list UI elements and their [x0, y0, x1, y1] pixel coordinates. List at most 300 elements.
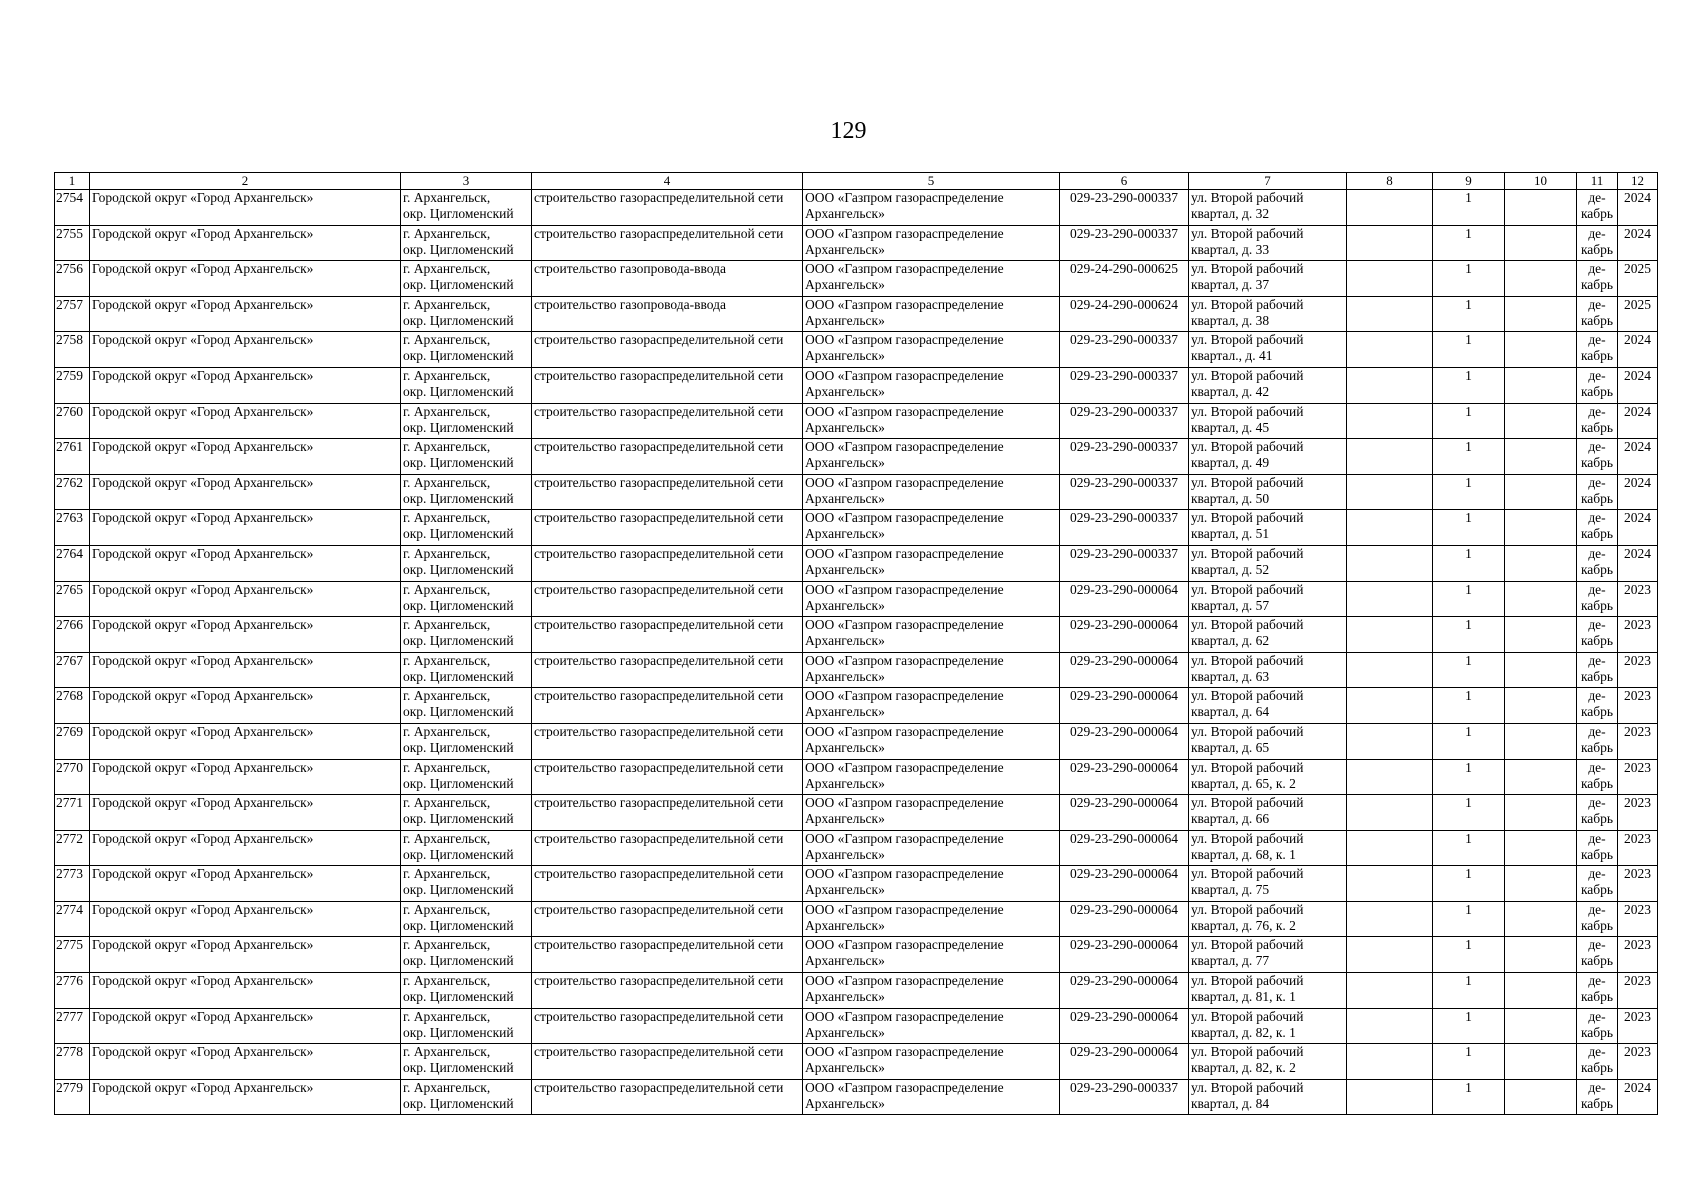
- cell-address-text: квартал, д. 76, к. 2: [1191, 917, 1296, 933]
- cell-organization: [803, 652, 1060, 688]
- cell-organization-text: ООО «Газпром газораспределение: [805, 581, 1004, 597]
- cell-code-text: 029-23-290-000064: [1070, 830, 1178, 846]
- cell-work-type: [532, 723, 803, 759]
- cell-code: [1060, 225, 1189, 261]
- cell-code-text: 029-23-290-000337: [1070, 332, 1178, 348]
- cell-organization-text: Архангельск»: [805, 1095, 885, 1111]
- cell-address: [1189, 723, 1347, 759]
- cell-organization: [803, 190, 1060, 226]
- cell-organization-text: ООО «Газпром газораспределение: [805, 973, 1004, 989]
- cell-address-text: ул. Второй рабочий: [1191, 581, 1304, 597]
- cell-month-text: кабрь: [1580, 917, 1614, 933]
- cell-month: [1577, 1079, 1618, 1115]
- cell-address-text: ул. Второй рабочий: [1191, 367, 1304, 383]
- cell-number: [55, 403, 90, 439]
- cell-year-text: 2023: [1624, 1044, 1651, 1060]
- cell-municipality: [90, 1044, 401, 1080]
- cell-year: [1618, 937, 1658, 973]
- table-row: [55, 474, 1658, 510]
- cell-municipality-text: Городской округ «Город Архангельск»: [92, 937, 314, 953]
- cell-organization-text: Архангельск»: [805, 739, 885, 755]
- cell-location-text: окр. Цигломенский: [403, 526, 514, 542]
- cell-year-text: 2024: [1624, 510, 1651, 526]
- cell-month-text: де-: [1588, 688, 1606, 704]
- cell-col10: [1505, 973, 1577, 1009]
- cell-number-text: 2760: [56, 403, 83, 419]
- column-header-7: 7: [1189, 173, 1347, 190]
- page-number: 129: [830, 118, 867, 144]
- cell-year: [1618, 510, 1658, 546]
- table-row: [55, 795, 1658, 831]
- cell-address-text: ул. Второй рабочий: [1191, 1044, 1304, 1060]
- cell-col8: [1347, 581, 1433, 617]
- cell-year-text: 2024: [1624, 403, 1651, 419]
- column-header-11: 11: [1577, 173, 1618, 190]
- cell-address: [1189, 830, 1347, 866]
- table-row: [55, 1008, 1658, 1044]
- cell-col8: [1347, 510, 1433, 546]
- cell-work-type: [532, 581, 803, 617]
- cell-number-text: 2772: [56, 830, 83, 846]
- cell-organization-text: ООО «Газпром газораспределение: [805, 225, 1004, 241]
- cell-col9: [1433, 1044, 1505, 1080]
- cell-address: [1189, 545, 1347, 581]
- cell-location-text: г. Архангельск,: [403, 367, 491, 383]
- cell-code: [1060, 937, 1189, 973]
- cell-code-text: 029-23-290-000337: [1070, 190, 1178, 205]
- cell-work-type: [532, 937, 803, 973]
- cell-work-type: [532, 901, 803, 937]
- cell-code-text: 029-23-290-000064: [1070, 973, 1178, 989]
- cell-col9-text: 1: [1465, 261, 1472, 277]
- cell-number: [55, 830, 90, 866]
- cell-month-text: де-: [1588, 901, 1606, 917]
- cell-year: [1618, 830, 1658, 866]
- cell-col9-text: 1: [1465, 866, 1472, 882]
- cell-address-text: ул. Второй рабочий: [1191, 866, 1304, 882]
- cell-year: [1618, 1008, 1658, 1044]
- cell-work-type: [532, 617, 803, 653]
- cell-municipality-text: Городской округ «Город Архангельск»: [92, 581, 314, 597]
- cell-col10: [1505, 1008, 1577, 1044]
- cell-number: [55, 937, 90, 973]
- cell-number-text: 2766: [56, 617, 83, 633]
- cell-col8: [1347, 367, 1433, 403]
- cell-month-text: кабрь: [1580, 1024, 1614, 1040]
- cell-address: [1189, 261, 1347, 297]
- cell-year-text: 2023: [1624, 581, 1651, 597]
- cell-organization: [803, 723, 1060, 759]
- cell-year: [1618, 367, 1658, 403]
- cell-code-text: 029-24-290-000624: [1070, 296, 1178, 312]
- cell-location-text: г. Архангельск,: [403, 545, 491, 561]
- cell-col10: [1505, 225, 1577, 261]
- cell-work-type-text: строительство газораспределительной сети: [534, 901, 784, 917]
- cell-year: [1618, 545, 1658, 581]
- table-body: [55, 190, 1658, 1115]
- cell-organization-text: Архангельск»: [805, 633, 885, 649]
- cell-month: [1577, 581, 1618, 617]
- cell-month-text: кабрь: [1580, 989, 1614, 1005]
- cell-month-text: кабрь: [1580, 1060, 1614, 1076]
- cell-municipality-text: Городской округ «Город Архангельск»: [92, 652, 314, 668]
- cell-address-text: квартал, д. 64: [1191, 704, 1270, 720]
- cell-year: [1618, 225, 1658, 261]
- cell-month-text: де-: [1588, 723, 1606, 739]
- cell-address-text: квартал, д. 37: [1191, 277, 1270, 293]
- cell-code-text: 029-23-290-000064: [1070, 723, 1178, 739]
- cell-municipality: [90, 332, 401, 368]
- cell-location: [401, 688, 532, 724]
- cell-work-type-text: строительство газораспределительной сети: [534, 937, 784, 953]
- cell-month-text: кабрь: [1580, 953, 1614, 969]
- cell-col8: [1347, 296, 1433, 332]
- cell-col9-text: 1: [1465, 937, 1472, 953]
- cell-organization: [803, 759, 1060, 795]
- cell-work-type: [532, 973, 803, 1009]
- cell-organization-text: Архангельск»: [805, 526, 885, 542]
- cell-address: [1189, 901, 1347, 937]
- cell-code-text: 029-23-290-000064: [1070, 652, 1178, 668]
- cell-address-text: квартал, д. 49: [1191, 455, 1270, 471]
- cell-col9-text: 1: [1465, 1079, 1472, 1095]
- cell-address-text: квартал, д. 65, к. 2: [1191, 775, 1296, 791]
- cell-year-text: 2023: [1624, 866, 1651, 882]
- cell-col9: [1433, 190, 1505, 226]
- cell-month-text: де-: [1588, 617, 1606, 633]
- cell-col10: [1505, 901, 1577, 937]
- cell-location-text: г. Архангельск,: [403, 652, 491, 668]
- cell-month: [1577, 367, 1618, 403]
- cell-col8: [1347, 1079, 1433, 1115]
- cell-organization-text: Архангельск»: [805, 312, 885, 328]
- cell-code: [1060, 830, 1189, 866]
- cell-col9-text: 1: [1465, 1008, 1472, 1024]
- cell-municipality: [90, 973, 401, 1009]
- cell-year: [1618, 723, 1658, 759]
- column-header-2: 2: [90, 173, 401, 190]
- cell-municipality-text: Городской округ «Город Архангельск»: [92, 474, 314, 490]
- cell-month-text: кабрь: [1580, 846, 1614, 862]
- cell-address-text: ул. Второй рабочий: [1191, 261, 1304, 277]
- cell-address: [1189, 795, 1347, 831]
- cell-location-text: г. Архангельск,: [403, 510, 491, 526]
- cell-col9: [1433, 403, 1505, 439]
- cell-work-type-text: строительство газораспределительной сети: [534, 830, 784, 846]
- cell-work-type: [532, 510, 803, 546]
- cell-month-text: кабрь: [1580, 597, 1614, 613]
- cell-location-text: г. Архангельск,: [403, 332, 491, 348]
- cell-location-text: г. Архангельск,: [403, 937, 491, 953]
- cell-address-text: квартал, д. 81, к. 1: [1191, 989, 1296, 1005]
- cell-number-text: 2762: [56, 474, 83, 490]
- cell-location: [401, 1079, 532, 1115]
- cell-municipality-text: Городской округ «Город Архангельск»: [92, 190, 314, 205]
- cell-col10: [1505, 723, 1577, 759]
- cell-location: [401, 581, 532, 617]
- cell-col9-text: 1: [1465, 332, 1472, 348]
- cell-organization-text: Архангельск»: [805, 419, 885, 435]
- cell-address-text: квартал, д. 38: [1191, 312, 1270, 328]
- cell-municipality-text: Городской округ «Город Архангельск»: [92, 723, 314, 739]
- cell-municipality-text: Городской округ «Город Архангельск»: [92, 225, 314, 241]
- cell-year: [1618, 652, 1658, 688]
- cell-location: [401, 403, 532, 439]
- cell-col9-text: 1: [1465, 581, 1472, 597]
- table-row: [55, 545, 1658, 581]
- cell-col10: [1505, 830, 1577, 866]
- cell-work-type: [532, 688, 803, 724]
- cell-work-type: [532, 296, 803, 332]
- cell-code: [1060, 403, 1189, 439]
- cell-number: [55, 510, 90, 546]
- cell-col9: [1433, 439, 1505, 475]
- cell-municipality: [90, 617, 401, 653]
- cell-organization: [803, 688, 1060, 724]
- cell-municipality-text: Городской округ «Город Архангельск»: [92, 688, 314, 704]
- cell-municipality-text: Городской округ «Город Архангельск»: [92, 1044, 314, 1060]
- table-row: [55, 510, 1658, 546]
- cell-code: [1060, 652, 1189, 688]
- cell-organization: [803, 403, 1060, 439]
- cell-month-text: кабрь: [1580, 312, 1614, 328]
- cell-month: [1577, 403, 1618, 439]
- cell-location-text: окр. Цигломенский: [403, 490, 514, 506]
- cell-year-text: 2024: [1624, 545, 1651, 561]
- cell-number: [55, 795, 90, 831]
- cell-location: [401, 225, 532, 261]
- cell-location-text: окр. Цигломенский: [403, 277, 514, 293]
- cell-location-text: г. Архангельск,: [403, 973, 491, 989]
- cell-address: [1189, 296, 1347, 332]
- cell-col8: [1347, 332, 1433, 368]
- cell-address: [1189, 332, 1347, 368]
- cell-col10: [1505, 474, 1577, 510]
- cell-number-text: 2767: [56, 652, 83, 668]
- cell-month-text: кабрь: [1580, 739, 1614, 755]
- cell-col9: [1433, 296, 1505, 332]
- cell-organization: [803, 795, 1060, 831]
- cell-work-type: [532, 545, 803, 581]
- cell-work-type: [532, 190, 803, 226]
- cell-location-text: г. Архангельск,: [403, 866, 491, 882]
- cell-municipality: [90, 652, 401, 688]
- cell-code: [1060, 617, 1189, 653]
- table-row: [55, 296, 1658, 332]
- cell-organization-text: ООО «Газпром газораспределение: [805, 474, 1004, 490]
- cell-month: [1577, 332, 1618, 368]
- cell-work-type-text: строительство газопровода-ввода: [534, 296, 726, 312]
- cell-number: [55, 296, 90, 332]
- cell-month: [1577, 866, 1618, 902]
- cell-address-text: квартал, д. 84: [1191, 1095, 1270, 1111]
- cell-municipality-text: Городской округ «Город Архангельск»: [92, 866, 314, 882]
- cell-address-text: квартал, д. 52: [1191, 561, 1270, 577]
- cell-year-text: 2025: [1624, 296, 1651, 312]
- cell-location: [401, 937, 532, 973]
- cell-organization-text: Архангельск»: [805, 455, 885, 471]
- cell-col10: [1505, 688, 1577, 724]
- cell-location-text: г. Архангельск,: [403, 403, 491, 419]
- cell-month-text: де-: [1588, 474, 1606, 490]
- cell-code: [1060, 1044, 1189, 1080]
- cell-location: [401, 1044, 532, 1080]
- cell-number-text: 2764: [56, 545, 83, 561]
- cell-location-text: окр. Цигломенский: [403, 882, 514, 898]
- cell-number-text: 2775: [56, 937, 83, 953]
- cell-year-text: 2023: [1624, 901, 1651, 917]
- cell-municipality-text: Городской округ «Город Архангельск»: [92, 830, 314, 846]
- table-row: [55, 1044, 1658, 1080]
- cell-location-text: окр. Цигломенский: [403, 1060, 514, 1076]
- cell-month-text: кабрь: [1580, 241, 1614, 257]
- cell-col10: [1505, 937, 1577, 973]
- cell-location-text: г. Архангельск,: [403, 617, 491, 633]
- cell-municipality: [90, 439, 401, 475]
- cell-month-text: де-: [1588, 510, 1606, 526]
- cell-location-text: г. Архангельск,: [403, 759, 491, 775]
- cell-code-text: 029-23-290-000064: [1070, 581, 1178, 597]
- cell-organization-text: ООО «Газпром газораспределение: [805, 830, 1004, 846]
- cell-code-text: 029-23-290-000064: [1070, 1008, 1178, 1024]
- cell-location: [401, 723, 532, 759]
- cell-work-type-text: строительство газораспределительной сети: [534, 439, 784, 455]
- cell-organization: [803, 617, 1060, 653]
- cell-organization: [803, 296, 1060, 332]
- cell-organization-text: Архангельск»: [805, 1060, 885, 1076]
- cell-location: [401, 261, 532, 297]
- cell-work-type-text: строительство газораспределительной сети: [534, 225, 784, 241]
- cell-code-text: 029-23-290-000064: [1070, 795, 1178, 811]
- cell-location-text: окр. Цигломенский: [403, 419, 514, 435]
- cell-location-text: окр. Цигломенский: [403, 846, 514, 862]
- cell-address-text: квартал, д. 65: [1191, 739, 1270, 755]
- cell-col9: [1433, 545, 1505, 581]
- cell-municipality: [90, 759, 401, 795]
- cell-address-text: ул. Второй рабочий: [1191, 617, 1304, 633]
- cell-col8: [1347, 190, 1433, 226]
- cell-work-type-text: строительство газораспределительной сети: [534, 1079, 784, 1095]
- cell-code: [1060, 901, 1189, 937]
- cell-organization-text: ООО «Газпром газораспределение: [805, 617, 1004, 633]
- cell-col10: [1505, 1079, 1577, 1115]
- cell-address-text: квартал, д. 82, к. 1: [1191, 1024, 1296, 1040]
- cell-col9: [1433, 723, 1505, 759]
- cell-municipality-text: Городской округ «Город Архангельск»: [92, 403, 314, 419]
- cell-municipality: [90, 403, 401, 439]
- cell-col9: [1433, 973, 1505, 1009]
- cell-municipality: [90, 830, 401, 866]
- cell-address: [1189, 866, 1347, 902]
- cell-month: [1577, 261, 1618, 297]
- cell-address: [1189, 439, 1347, 475]
- cell-address-text: ул. Второй рабочий: [1191, 439, 1304, 455]
- cell-address: [1189, 581, 1347, 617]
- cell-municipality: [90, 225, 401, 261]
- cell-location-text: окр. Цигломенский: [403, 561, 514, 577]
- cell-year: [1618, 759, 1658, 795]
- cell-number-text: 2757: [56, 296, 83, 312]
- cell-month-text: кабрь: [1580, 775, 1614, 791]
- cell-code-text: 029-23-290-000337: [1070, 545, 1178, 561]
- cell-organization-text: Архангельск»: [805, 953, 885, 969]
- table-row: [55, 581, 1658, 617]
- cell-col10: [1505, 367, 1577, 403]
- cell-location-text: г. Архангельск,: [403, 830, 491, 846]
- cell-organization-text: ООО «Газпром газораспределение: [805, 439, 1004, 455]
- cell-month: [1577, 759, 1618, 795]
- cell-address: [1189, 1044, 1347, 1080]
- table-row: [55, 830, 1658, 866]
- cell-location-text: окр. Цигломенский: [403, 383, 514, 399]
- cell-number: [55, 439, 90, 475]
- cell-work-type: [532, 866, 803, 902]
- cell-col10: [1505, 581, 1577, 617]
- cell-col9-text: 1: [1465, 901, 1472, 917]
- cell-code: [1060, 367, 1189, 403]
- cell-month-text: де-: [1588, 1079, 1606, 1095]
- cell-address: [1189, 652, 1347, 688]
- cell-col10: [1505, 510, 1577, 546]
- cell-code-text: 029-23-290-000064: [1070, 1044, 1178, 1060]
- cell-code: [1060, 545, 1189, 581]
- cell-col9-text: 1: [1465, 296, 1472, 312]
- cell-code: [1060, 474, 1189, 510]
- cell-organization-text: ООО «Газпром газораспределение: [805, 901, 1004, 917]
- cell-month: [1577, 617, 1618, 653]
- cell-year: [1618, 296, 1658, 332]
- cell-municipality-text: Городской округ «Город Архангельск»: [92, 901, 314, 917]
- cell-organization: [803, 225, 1060, 261]
- cell-year-text: 2023: [1624, 617, 1651, 633]
- cell-number: [55, 652, 90, 688]
- cell-number: [55, 190, 90, 226]
- cell-number: [55, 225, 90, 261]
- cell-year: [1618, 866, 1658, 902]
- cell-month-text: де-: [1588, 545, 1606, 561]
- cell-organization: [803, 261, 1060, 297]
- cell-municipality-text: Городской округ «Город Архангельск»: [92, 617, 314, 633]
- cell-organization: [803, 937, 1060, 973]
- cell-col8: [1347, 652, 1433, 688]
- cell-work-type: [532, 261, 803, 297]
- cell-location-text: г. Архангельск,: [403, 439, 491, 455]
- cell-col9: [1433, 617, 1505, 653]
- cell-col10: [1505, 403, 1577, 439]
- cell-address-text: ул. Второй рабочий: [1191, 937, 1304, 953]
- cell-col8: [1347, 937, 1433, 973]
- cell-address: [1189, 190, 1347, 226]
- cell-organization-text: Архангельск»: [805, 811, 885, 827]
- cell-address: [1189, 367, 1347, 403]
- cell-year-text: 2024: [1624, 367, 1651, 383]
- cell-month-text: де-: [1588, 332, 1606, 348]
- table-row: [55, 723, 1658, 759]
- cell-organization-text: Архангельск»: [805, 206, 885, 221]
- cell-location-text: г. Архангельск,: [403, 795, 491, 811]
- cell-organization-text: ООО «Газпром газораспределение: [805, 937, 1004, 953]
- cell-year-text: 2023: [1624, 688, 1651, 704]
- cell-municipality-text: Городской округ «Город Архангельск»: [92, 261, 314, 277]
- cell-year: [1618, 581, 1658, 617]
- cell-work-type: [532, 795, 803, 831]
- cell-location: [401, 332, 532, 368]
- cell-month-text: кабрь: [1580, 277, 1614, 293]
- cell-col9-text: 1: [1465, 474, 1472, 490]
- cell-location-text: окр. Цигломенский: [403, 633, 514, 649]
- cell-month-text: де-: [1588, 795, 1606, 811]
- cell-address-text: квартал, д. 77: [1191, 953, 1270, 969]
